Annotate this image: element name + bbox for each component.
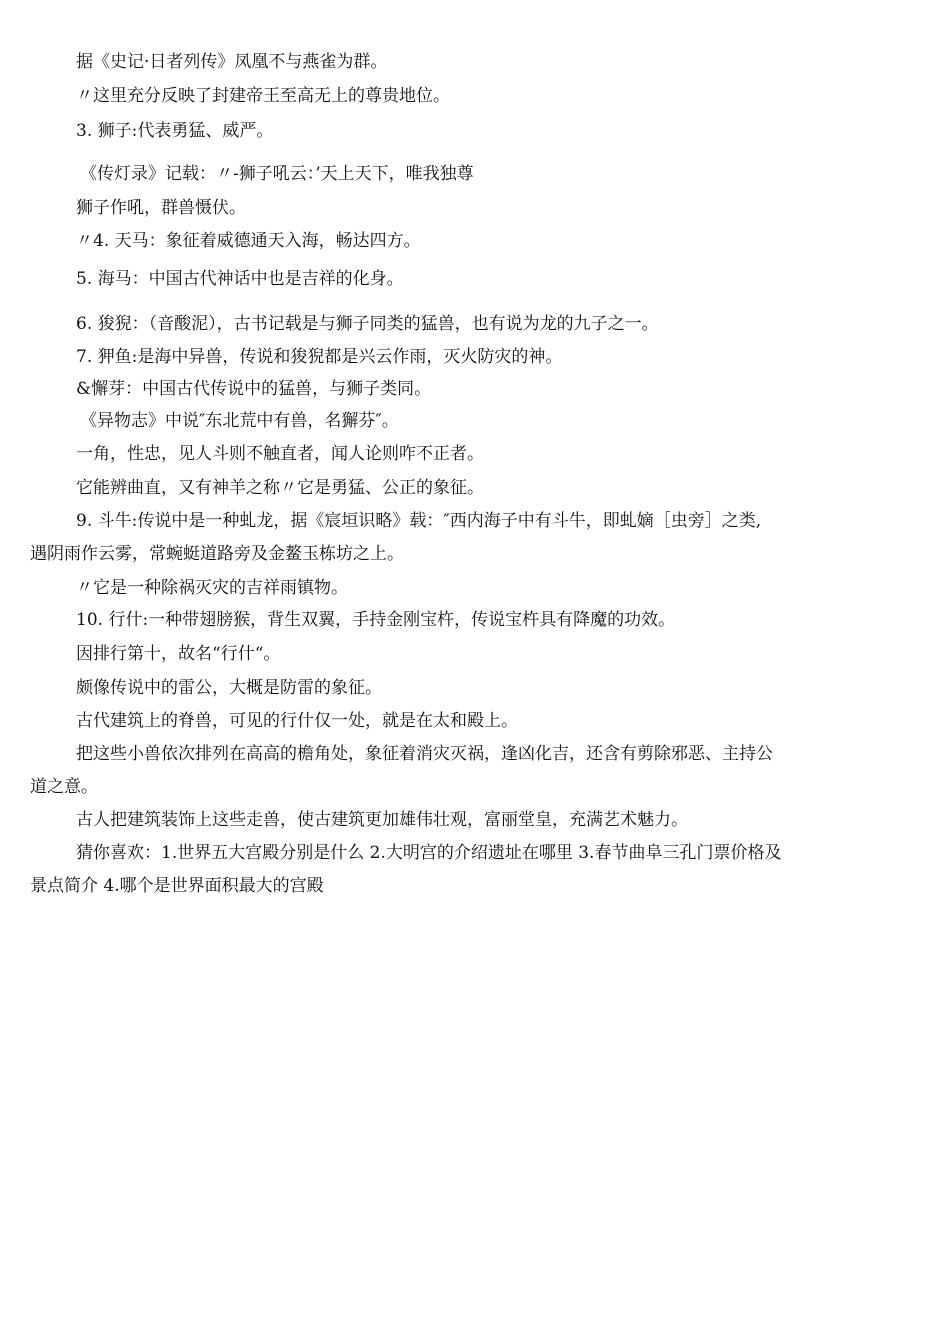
text-line: 一角，性忠，见人斗则不触直者，闻人论则咋不正者。 — [76, 444, 484, 464]
text-line: &懈芽：中国古代传说中的猛兽，与狮子类同。 — [76, 379, 432, 399]
text-line: 因排行第十，故名“行什“。 — [76, 644, 281, 664]
text-line: 把这些小兽依次排列在高高的檐角处，象征着消灾灭祸，逢凶化吉，还含有剪除邪恶、主持公 — [76, 744, 773, 764]
text-line: 〃4. 天马：象征着威德通天入海，畅达四方。 — [76, 231, 421, 251]
text-line: 3. 狮子:代表勇猛、威严。 — [76, 121, 274, 141]
text-line: 《异物志》中说″东北荒中有兽，名獬芬″。 — [80, 411, 399, 431]
text-line: 古人把建筑装饰上这些走兽，使古建筑更加雄伟壮观，富丽堂皇，充满艺术魅力。 — [76, 810, 688, 830]
text-line: 《传灯录》记载：〃-狮子吼云：’天上天下，唯我独尊 — [80, 164, 474, 184]
text-line: 猜你喜欢：1.世界五大宫殿分别是什么 2.大明宫的介绍遗址在哪里 3.春节曲阜三孔门票价格及 — [76, 843, 782, 863]
text-line: 颇像传说中的雷公，大概是防雷的象征。 — [76, 678, 382, 698]
text-line: 古代建筑上的脊兽，可见的行什仅一处，就是在太和殿上。 — [76, 711, 518, 731]
text-line: 狮子作吼，群兽慑伏。 — [76, 198, 246, 218]
text-line: 10. 行什:一种带翅膀猴，背生双翼，手持金刚宝杵，传说宝杵具有降魔的功效。 — [76, 610, 676, 630]
text-line: 道之意。 — [30, 777, 98, 797]
text-line: 7. 狎鱼:是海中异兽，传说和狻猊都是兴云作雨，灭火防灾的神。 — [76, 347, 563, 367]
text-line: 遇阴雨作云雾，常蜿蜓道路旁及金鳌玉栋坊之上。 — [30, 544, 404, 564]
text-line: 5. 海马：中国古代神话中也是吉祥的化身。 — [76, 269, 404, 289]
text-line: 它能辨曲直，又有神羊之称〃它是勇猛、公正的象征。 — [76, 478, 484, 498]
text-line: 〃它是一种除祸灭灾的吉祥雨镇物。 — [76, 578, 348, 598]
text-line: 9. 斗牛:传说中是一种虬龙，据《宸垣识略》载：″西内海子中有斗牛，即虬嫡［虫旁］之类, — [76, 511, 762, 531]
text-line: 据《史记·日者列传》凤凰不与燕雀为群。 — [76, 52, 388, 72]
text-line: 6. 狻猊：（音酸泥），古书记载是与狮子同类的猛兽，也有说为龙的九子之一。 — [76, 314, 659, 334]
text-line: 〃这里充分反映了封建帝王至高无上的尊贵地位。 — [76, 86, 450, 106]
text-line: 景点简介 4.哪个是世界面积最大的宫殿 — [30, 876, 324, 896]
